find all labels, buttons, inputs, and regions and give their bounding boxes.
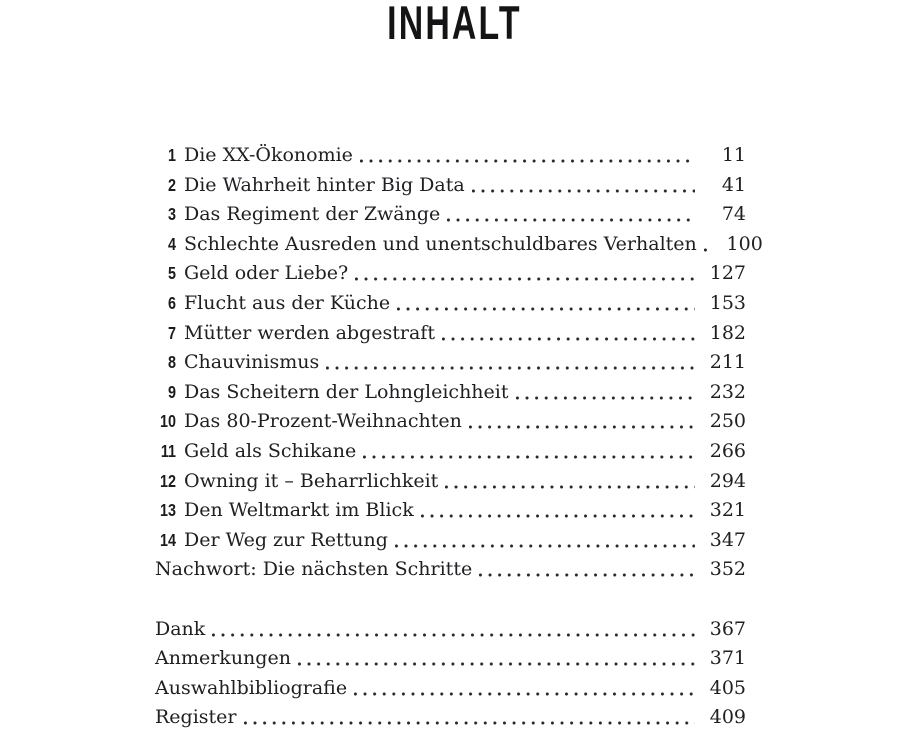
dot-leader bbox=[395, 544, 695, 548]
chapter-number: 7 bbox=[168, 322, 176, 343]
entry-title: Geld als Schikane bbox=[184, 439, 357, 462]
dot-leader bbox=[447, 218, 695, 222]
toc-entry bbox=[155, 141, 746, 171]
chapter-number: 11 bbox=[160, 440, 176, 461]
page-number: 74 bbox=[721, 203, 746, 226]
page-number: 347 bbox=[709, 528, 746, 551]
toc-entry bbox=[155, 615, 746, 645]
chapter-number: 3 bbox=[168, 204, 176, 225]
toc-entry bbox=[155, 171, 746, 201]
entry-title: Owning it – Beharrlichkeit bbox=[184, 469, 439, 492]
page-number: 153 bbox=[709, 291, 746, 314]
dot-leader bbox=[354, 692, 695, 696]
toc-entry bbox=[155, 348, 746, 378]
section-gap bbox=[155, 585, 746, 615]
entry-title: Geld oder Liebe? bbox=[184, 262, 349, 285]
dot-leader bbox=[469, 425, 695, 429]
toc-entry bbox=[155, 467, 746, 497]
page-number: 211 bbox=[709, 351, 746, 374]
page-number: 250 bbox=[709, 410, 746, 433]
entry-title: Den Weltmarkt im Blick bbox=[184, 499, 414, 522]
toc-entry bbox=[155, 289, 746, 319]
page-number: 294 bbox=[709, 469, 746, 492]
entry-title: Register bbox=[155, 706, 237, 729]
page-number: 321 bbox=[709, 499, 746, 522]
chapter-number: 5 bbox=[168, 263, 176, 284]
toc-entry bbox=[155, 526, 746, 556]
page-number: 405 bbox=[709, 676, 746, 699]
entry-title: Mütter werden abgestraft bbox=[184, 321, 435, 344]
entry-title: Das Regiment der Zwänge bbox=[184, 203, 441, 226]
page-number: 182 bbox=[709, 321, 746, 344]
page-number: 371 bbox=[709, 647, 746, 670]
toc-entry bbox=[155, 378, 746, 408]
page-title: INHALT bbox=[387, 0, 522, 49]
dot-leader bbox=[442, 337, 695, 341]
entry-title: Der Weg zur Rettung bbox=[184, 528, 388, 551]
page-number: 352 bbox=[709, 558, 746, 581]
dot-leader bbox=[244, 721, 695, 725]
toc-entry bbox=[155, 644, 746, 674]
entry-title: Die Wahrheit hinter Big Data bbox=[184, 173, 465, 196]
dot-leader bbox=[516, 396, 696, 400]
toc-entry bbox=[155, 200, 746, 230]
page-number: 127 bbox=[709, 262, 746, 285]
page-number: 266 bbox=[709, 439, 746, 462]
toc-entry bbox=[155, 703, 746, 733]
entry-title: Flucht aus der Küche bbox=[184, 291, 391, 314]
toc-entry bbox=[155, 555, 746, 585]
chapter-number: 14 bbox=[160, 529, 176, 550]
chapter-number: 10 bbox=[160, 411, 176, 432]
dot-leader bbox=[421, 514, 695, 518]
toc-entry bbox=[155, 230, 763, 260]
page-header bbox=[0, 0, 909, 49]
table-of-contents bbox=[155, 141, 763, 733]
dot-leader bbox=[360, 159, 695, 163]
entry-title: Das 80-Prozent-Weihnachten bbox=[184, 410, 462, 433]
chapter-number: 1 bbox=[168, 145, 176, 165]
toc-entry bbox=[155, 674, 746, 704]
entry-title: Chauvinismus bbox=[184, 351, 320, 374]
dot-leader bbox=[704, 248, 712, 252]
dot-leader bbox=[298, 662, 695, 666]
dot-leader bbox=[445, 485, 695, 489]
page-number: 232 bbox=[709, 380, 746, 403]
toc-entry bbox=[155, 437, 746, 467]
dot-leader bbox=[397, 307, 695, 311]
page-number: 367 bbox=[709, 617, 746, 640]
toc-entry bbox=[155, 407, 746, 437]
entry-title: Die XX-Ökonomie bbox=[184, 144, 353, 166]
entry-title: Auswahlbibliografie bbox=[155, 676, 348, 699]
page-number: 409 bbox=[709, 706, 746, 729]
entry-title: Schlechte Ausreden und unentschuldbares Verhalten bbox=[184, 232, 697, 255]
entry-title: Dank bbox=[155, 617, 206, 640]
dot-leader bbox=[212, 633, 695, 637]
chapter-number: 9 bbox=[168, 381, 176, 402]
dot-leader bbox=[363, 455, 695, 459]
entry-title: Nachwort: Die nächsten Schritte bbox=[155, 558, 473, 581]
chapter-number: 13 bbox=[160, 500, 176, 521]
page-number: 100 bbox=[726, 232, 763, 255]
toc-entry bbox=[155, 259, 746, 289]
toc-entry bbox=[155, 319, 746, 349]
dot-leader bbox=[326, 366, 695, 370]
dot-leader bbox=[472, 189, 695, 193]
dot-leader bbox=[479, 573, 695, 577]
dot-leader bbox=[355, 277, 695, 281]
toc-entry bbox=[155, 496, 746, 526]
chapter-number: 2 bbox=[168, 174, 176, 195]
chapter-number: 12 bbox=[160, 470, 176, 491]
entry-title: Das Scheitern der Lohngleichheit bbox=[184, 380, 509, 403]
chapter-number: 6 bbox=[168, 292, 176, 313]
chapter-number: 8 bbox=[168, 352, 176, 373]
entry-title: Anmerkungen bbox=[155, 647, 291, 670]
page-number: 11 bbox=[721, 144, 746, 166]
chapter-number: 4 bbox=[168, 233, 176, 254]
page-number: 41 bbox=[721, 173, 746, 196]
